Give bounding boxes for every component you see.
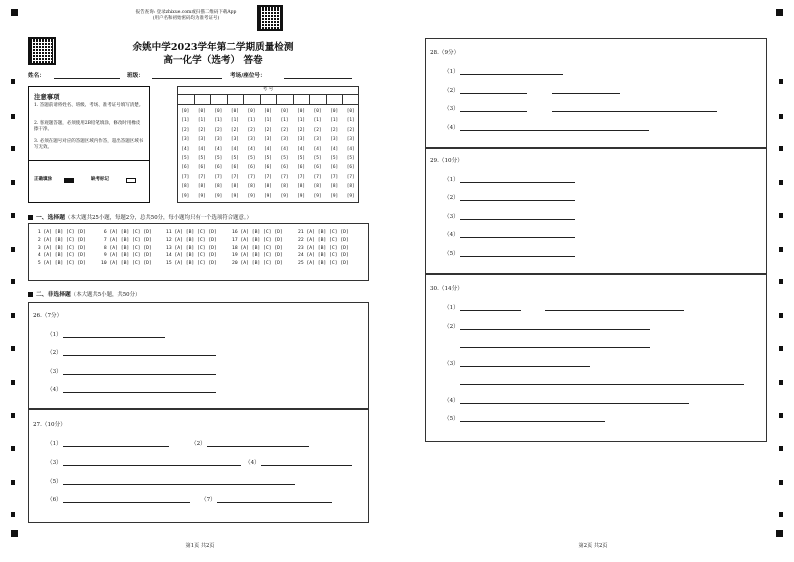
exam-id-bubble[interactable]: [1] [346, 118, 355, 124]
exam-id-bubble[interactable]: [0] [181, 109, 190, 114]
exam-id-bubble[interactable]: [9] [297, 193, 306, 199]
exam-id-bubble[interactable]: [5] [280, 155, 289, 161]
exam-id-bubble[interactable]: [0] [330, 109, 339, 114]
exam-id-bubble[interactable]: [3] [230, 137, 239, 143]
timing-mark [779, 413, 783, 418]
q28-item-label: （2） [444, 88, 459, 94]
exam-id-bubble[interactable]: [6] [297, 165, 306, 171]
exam-id-bubble[interactable]: [6] [247, 165, 256, 171]
exam-id-bubble[interactable]: [0] [264, 109, 272, 114]
q30-answer-line[interactable] [460, 366, 590, 367]
exam-id-bubble[interactable]: [3] [346, 137, 355, 143]
q29-item-label: （3） [444, 214, 459, 220]
q30-answer-line[interactable] [545, 310, 684, 311]
timing-mark [11, 512, 15, 517]
q27-item-label: （3） [47, 460, 62, 466]
q30-item-label: （3） [444, 361, 459, 367]
q29-item-label: （2） [444, 195, 459, 201]
page1-footer: 第1页 共2页 [185, 543, 215, 549]
page-title: 余姚中学2023学年第二学期质量检测 [132, 42, 294, 53]
exam-id-bubble[interactable]: [1] [181, 118, 190, 124]
exam-id-column-divider [342, 94, 343, 104]
q28-answer-line[interactable] [552, 111, 717, 112]
timing-mark [11, 79, 15, 84]
exam-id-bubble[interactable]: [9] [181, 193, 190, 199]
exam-id-bubble[interactable]: [1] [264, 118, 272, 124]
q26-answer-line[interactable] [63, 374, 216, 375]
exam-seat-label: 考场/座位号： [230, 73, 266, 79]
timing-mark [11, 313, 15, 318]
registration-mark [11, 530, 18, 537]
exam-id-column-divider [227, 94, 228, 104]
timing-mark [779, 512, 783, 517]
q30-title: 30.（14分） [430, 286, 463, 292]
timing-mark [779, 346, 783, 351]
name-label: 姓名： [28, 73, 45, 79]
exam-id-bubble[interactable]: [9] [264, 193, 272, 199]
exam-id-bubble[interactable]: [9] [280, 193, 289, 199]
page2-footer: 第2页 共2页 [578, 543, 608, 549]
section2-title [28, 289, 140, 298]
exam-id-bubble[interactable]: [3] [197, 137, 206, 143]
exam-id-bubble[interactable]: [2] [330, 127, 339, 133]
exam-id-bubble[interactable]: [7] [214, 174, 223, 180]
exam-id-header-line [177, 94, 359, 95]
filled-bubble-icon [64, 178, 74, 183]
timing-mark [779, 313, 783, 318]
exam-id-bubble[interactable]: [8] [197, 184, 206, 190]
exam-id-bubble[interactable]: [8] [313, 184, 322, 190]
mcq-column[interactable]: 21 [A] [B] [C] [D] 22 [A] [B] [C] [D] 23 [A] [B] [C] [D] 24 [A] [B] [C] [D] 25 [A] [B] [C] [D] [298, 230, 349, 267]
exam-id-bubble[interactable]: [6] [214, 165, 223, 171]
exam-id-column-divider [293, 94, 294, 104]
exam-id-bubble[interactable]: [4] [264, 146, 272, 152]
exam-id-bubble[interactable]: [8] [214, 184, 223, 190]
exam-id-bubble[interactable]: [5] [313, 155, 322, 161]
exam-id-bubble[interactable]: [0] [346, 109, 355, 114]
exam-id-bubble[interactable]: [7] [330, 174, 339, 180]
mcq-column[interactable]: 6 [A] [B] [C] [D] 7 [A] [B] [C] [D] 8 [A] [B] [C] [D] 9 [A] [B] [C] [D] 10 [A] [B] [C] [D] [101, 230, 152, 267]
page-subtitle: 高一化学（选考） 答卷 [163, 55, 263, 66]
section1-title [28, 212, 252, 221]
notes-item: 1. 答题前请将姓名、班级、考场、准考证号填写清楚。 [34, 103, 144, 108]
q26-item-label: （2） [47, 350, 62, 356]
absent-mark-label: 缺考标记 [91, 177, 109, 182]
exam-id-bubble[interactable]: [3] [181, 137, 190, 143]
exam-id-bubble[interactable]: [2] [264, 127, 272, 133]
exam-id-column-divider [243, 94, 244, 104]
class-field[interactable] [152, 78, 222, 79]
timing-mark [11, 114, 15, 119]
q27-item-label: （2） [191, 441, 206, 447]
timing-mark [779, 213, 783, 218]
exam-id-bubble[interactable]: [7] [230, 174, 239, 180]
exam-seat-field[interactable] [284, 78, 352, 79]
exam-id-bubble[interactable]: [4] [330, 146, 339, 152]
registration-mark [776, 530, 783, 537]
exam-id-bubble[interactable]: [4] [346, 146, 355, 152]
q28-answer-line[interactable] [460, 111, 527, 112]
exam-id-bubble[interactable]: [6] [280, 165, 289, 171]
exam-id-column-divider [260, 94, 261, 104]
q30-item-label: （5） [444, 416, 459, 422]
exam-id-bubble[interactable]: [8] [330, 184, 339, 190]
exam-id-column-divider [326, 94, 327, 104]
registration-mark [776, 9, 783, 16]
q28-answer-line[interactable] [460, 74, 563, 75]
q29-title: 29.（10分） [430, 158, 463, 164]
q26-title: 26.（7分） [33, 313, 63, 319]
exam-id-bubble[interactable]: [1] [230, 118, 239, 124]
q30-answer-line[interactable] [460, 384, 744, 385]
exam-id-bubble[interactable]: [5] [330, 155, 339, 161]
exam-id-bubble[interactable]: [4] [313, 146, 322, 152]
exam-id-bubble[interactable]: [6] [330, 165, 339, 171]
exam-id-bubble[interactable]: [3] [247, 137, 256, 143]
exam-id-bubbles[interactable] [177, 104, 359, 202]
registration-mark [11, 9, 18, 16]
exam-id-column-divider [276, 94, 277, 104]
q27-item-label: （1） [47, 441, 62, 447]
q28-answer-line[interactable] [460, 130, 649, 131]
exam-id-bubble[interactable]: [2] [230, 127, 239, 133]
q28-title: 28.（9分） [430, 50, 460, 56]
exam-id-bubble[interactable]: [4] [197, 146, 206, 152]
timing-mark [11, 480, 15, 485]
exam-id-bubble[interactable]: [2] [247, 127, 256, 133]
q30-answer-line[interactable] [460, 310, 521, 311]
notes-item: 3. 必须在题号对应的答题区域内作答，超出答题区域书写无效。 [34, 139, 144, 150]
q27-item-label: （5） [47, 479, 62, 485]
q27-answer-line[interactable] [63, 484, 295, 485]
timing-mark [779, 380, 783, 385]
exam-id-bubble[interactable]: [2] [280, 127, 289, 133]
section2-title-text: 二、非选择题 [36, 292, 71, 298]
exam-id-column-divider [210, 94, 211, 104]
exam-id-bubble[interactable]: [9] [230, 193, 239, 199]
exam-id-bubble[interactable]: [6] [346, 165, 355, 171]
exam-id-bubble[interactable]: [9] [313, 193, 322, 199]
exam-id-bubble[interactable]: [2] [214, 127, 223, 133]
section-marker-icon [28, 215, 33, 220]
report-notice-line1: 报告查询: 登录zhixue.com或扫描二维码下载App [135, 10, 237, 15]
q29-answer-line[interactable] [460, 256, 575, 257]
exam-id-bubble[interactable]: [6] [230, 165, 239, 171]
q29-answer-line[interactable] [460, 200, 575, 201]
q28-item-label: （4） [444, 125, 459, 131]
timing-mark [11, 247, 15, 252]
exam-id-bubble[interactable]: [4] [230, 146, 239, 152]
exam-id-bubble[interactable]: [8] [280, 184, 289, 190]
exam-id-bubble[interactable]: [9] [214, 193, 223, 199]
exam-id-bubble[interactable]: [3] [214, 137, 223, 143]
timing-mark [11, 146, 15, 151]
q26-answer-line[interactable] [63, 392, 216, 393]
exam-id-bubble[interactable]: [2] [197, 127, 206, 133]
exam-id-bubble[interactable]: [3] [330, 137, 339, 143]
exam-id-bubble[interactable]: [0] [313, 109, 322, 114]
qr-code-icon [257, 5, 283, 31]
absent-checkbox[interactable] [126, 178, 136, 183]
q27-item-label: （7） [201, 497, 216, 503]
exam-id-column-divider [194, 94, 195, 104]
exam-id-bubble[interactable]: [3] [280, 137, 289, 143]
exam-id-bubble[interactable]: [0] [247, 109, 256, 114]
exam-id-bubble[interactable]: [7] [247, 174, 256, 180]
q27-box [28, 409, 369, 523]
q27-item-label: （4） [245, 460, 260, 466]
timing-mark [11, 446, 15, 451]
exam-id-heading: 考 号 [262, 87, 274, 92]
exam-id-bubble[interactable]: [6] [197, 165, 206, 171]
q29-item-label: （5） [444, 251, 459, 257]
report-notice-line2: (用户名和初始密码均为准考证号) [152, 16, 220, 21]
exam-id-bubble[interactable]: [5] [297, 155, 306, 161]
timing-mark [11, 346, 15, 351]
exam-id-bubble[interactable]: [1] [197, 118, 206, 124]
section1-title-text: 一、选择题 [36, 215, 65, 221]
timing-mark [779, 180, 783, 185]
exam-id-bubble[interactable]: [5] [346, 155, 355, 161]
exam-id-bubble[interactable]: [7] [297, 174, 306, 180]
q26-item-label: （1） [47, 332, 62, 338]
q29-answer-line[interactable] [460, 237, 575, 238]
section-marker-icon [28, 292, 33, 297]
exam-id-bubble[interactable]: [7] [313, 174, 322, 180]
mcq-column[interactable]: 16 [A] [B] [C] [D] 17 [A] [B] [C] [D] 18 [A] [B] [C] [D] 19 [A] [B] [C] [D] 20 [A] [B] [C] [D] [232, 230, 283, 267]
exam-id-bubble[interactable]: [1] [247, 118, 256, 124]
q28-item-label: （3） [444, 106, 459, 112]
exam-id-bubble[interactable]: [1] [280, 118, 289, 124]
class-label: 班级： [127, 73, 144, 79]
q27-answer-line[interactable] [217, 502, 332, 503]
section2-note: （本大题共5小题，共50分） [70, 292, 141, 298]
name-field[interactable] [54, 78, 120, 79]
exam-id-bubble[interactable]: [3] [297, 137, 306, 143]
exam-id-bubble[interactable]: [9] [197, 193, 206, 199]
mcq-column[interactable]: 1 [A] [B] [C] [D] 2 [A] [B] [C] [D] 3 [A] [B] [C] [D] 4 [A] [B] [C] [D] 5 [A] [B] [C] [D] [37, 230, 86, 267]
section1-note: （本大题共25小题，每题2分，总共50分，每小题均只有一个选项符合题意。） [65, 215, 252, 221]
timing-mark [779, 114, 783, 119]
exam-id-bubble[interactable]: [5] [247, 155, 256, 161]
exam-id-bubble[interactable]: [1] [313, 118, 322, 124]
q29-answer-line[interactable] [460, 219, 575, 220]
q27-answer-line[interactable] [63, 502, 190, 503]
exam-id-bubble[interactable]: [5] [181, 155, 190, 161]
timing-mark [779, 247, 783, 252]
exam-id-bubble[interactable]: [7] [280, 174, 289, 180]
q30-answer-line[interactable] [460, 403, 689, 404]
q29-item-label: （4） [444, 232, 459, 238]
exam-id-bubble[interactable]: [1] [297, 118, 306, 124]
exam-id-bubble[interactable]: [5] [230, 155, 239, 161]
q30-item-label: （2） [444, 324, 459, 330]
q27-title: 27.（10分） [33, 422, 66, 428]
exam-id-bubble[interactable]: [3] [264, 137, 272, 143]
exam-id-bubble[interactable]: [7] [197, 174, 206, 180]
q26-answer-line[interactable] [63, 355, 216, 356]
q30-answer-line[interactable] [460, 347, 650, 348]
q27-answer-line[interactable] [63, 446, 169, 447]
exam-id-bubble[interactable]: [4] [214, 146, 223, 152]
exam-id-bubble[interactable]: [1] [330, 118, 339, 124]
q29-answer-line[interactable] [460, 182, 575, 183]
exam-id-column-divider [309, 94, 310, 104]
exam-id-bubble[interactable]: [0] [230, 109, 239, 114]
exam-id-bubble[interactable]: [5] [197, 155, 206, 161]
exam-id-bubble[interactable]: [0] [214, 109, 223, 114]
exam-id-bubble[interactable]: [8] [181, 184, 190, 190]
exam-id-bubble[interactable]: [9] [330, 193, 339, 199]
exam-id-bubble[interactable]: [6] [264, 165, 272, 171]
q26-item-label: （4） [47, 387, 62, 393]
timing-mark [11, 180, 15, 185]
exam-id-bubble[interactable]: [8] [297, 184, 306, 190]
q27-answer-line[interactable] [261, 465, 352, 466]
q27-item-label: （6） [47, 497, 62, 503]
qr-code-icon [28, 37, 56, 65]
notes-item: 2. 客观题答题，必须使用2B铅笔填涂，修改时用橡皮擦干净。 [34, 121, 141, 132]
q29-item-label: （1） [444, 177, 459, 183]
exam-id-bubble[interactable]: [0] [297, 109, 306, 114]
q30-answer-line[interactable] [460, 421, 605, 422]
exam-id-bubble[interactable]: [4] [247, 146, 256, 152]
q30-item-label: （1） [444, 305, 459, 311]
q28-answer-line[interactable] [552, 93, 620, 94]
mcq-column[interactable]: 11 [A] [B] [C] [D] 12 [A] [B] [C] [D] 13 [A] [B] [C] [D] 14 [A] [B] [C] [D] 15 [A] [B] [C] [D] [166, 230, 217, 267]
timing-mark [779, 480, 783, 485]
timing-mark [779, 79, 783, 84]
timing-mark [11, 380, 15, 385]
exam-id-bubble[interactable]: [2] [313, 127, 322, 133]
exam-id-bubble[interactable]: [4] [280, 146, 289, 152]
q30-box [425, 274, 767, 442]
exam-id-bubble[interactable]: [8] [346, 184, 355, 190]
exam-id-bubble[interactable]: [9] [346, 193, 355, 199]
exam-id-bubble[interactable]: [6] [181, 165, 190, 171]
exam-id-bubble[interactable]: [0] [197, 109, 206, 114]
q30-answer-line[interactable] [460, 329, 650, 330]
exam-id-bubble[interactable]: [8] [247, 184, 256, 190]
exam-id-bubble[interactable]: [3] [313, 137, 322, 143]
timing-mark [11, 413, 15, 418]
correct-fill-label: 正确填涂 [34, 177, 52, 182]
exam-id-bubble[interactable]: [6] [313, 165, 322, 171]
timing-mark [779, 446, 783, 451]
exam-id-bubble[interactable]: [4] [297, 146, 306, 152]
exam-id-bubble[interactable]: [0] [280, 109, 289, 114]
q28-answer-line[interactable] [460, 93, 527, 94]
exam-id-bubble[interactable]: [5] [214, 155, 223, 161]
timing-mark [11, 213, 15, 218]
exam-id-bubble[interactable]: [8] [230, 184, 239, 190]
notes-divider [28, 160, 150, 161]
timing-mark [779, 146, 783, 151]
q26-item-label: （3） [47, 369, 62, 375]
exam-id-bubble[interactable]: [7] [346, 174, 355, 180]
exam-id-bubble[interactable]: [7] [264, 174, 272, 180]
exam-id-bubble[interactable]: [7] [181, 174, 190, 180]
exam-id-bubble[interactable]: [5] [264, 155, 272, 161]
exam-id-bubble[interactable]: [2] [181, 127, 190, 133]
exam-id-bubble[interactable]: [9] [247, 193, 256, 199]
report-notice [118, 10, 254, 22]
q28-item-label: （1） [444, 69, 459, 75]
q27-answer-line[interactable] [207, 446, 309, 447]
q30-item-label: （4） [444, 398, 459, 404]
notes-heading: 注意事项 [34, 93, 60, 101]
exam-id-bubble[interactable]: [2] [297, 127, 306, 133]
exam-id-bubble[interactable]: [1] [214, 118, 223, 124]
timing-mark [779, 279, 783, 284]
exam-id-bubble[interactable]: [4] [181, 146, 190, 152]
exam-id-bubble[interactable]: [2] [346, 127, 355, 133]
timing-mark [11, 279, 15, 284]
q27-answer-line[interactable] [63, 465, 241, 466]
exam-id-bubble[interactable]: [8] [264, 184, 272, 190]
q26-answer-line[interactable] [63, 337, 165, 338]
